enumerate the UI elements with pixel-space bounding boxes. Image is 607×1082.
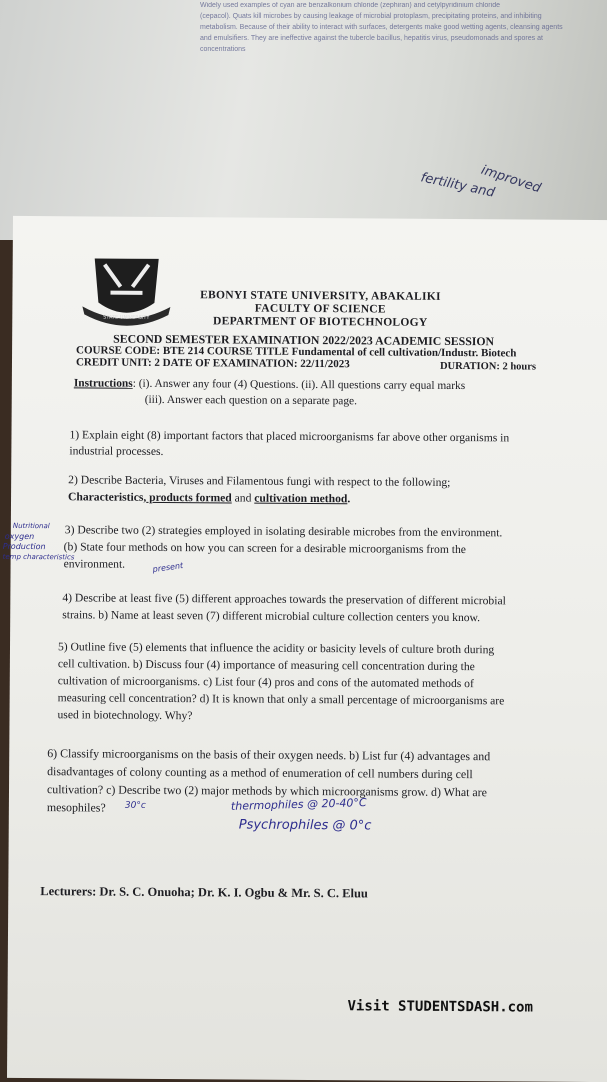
crest-motto: STATE UNIVERSITY — [103, 314, 150, 321]
instructions-line-1 — [74, 376, 465, 393]
background-line: concentrations — [200, 46, 246, 53]
question-5-line-2: cell cultivation. b) Discuss four (4) importance of measuring cell concentration during the — [57, 657, 475, 674]
question-5-line-3: cultivation of microorganisms. c) List four (4) pros and cons of the automated methods of — [57, 674, 474, 691]
q2-and: and — [231, 491, 255, 505]
question-4-line-2: strains. b) Name at least seven (7) different microbial culture collection centers you know. — [62, 608, 481, 625]
mesophile-temp-note: 30°c — [124, 800, 146, 811]
question-5-line-4: measuring cell concentration? d) It is known that only a small percentage of microorganisms are — [57, 691, 505, 708]
question-3-line-3: environment. — [63, 557, 126, 571]
psychrophiles-note: Psychrophiles @ 0°c — [238, 817, 372, 834]
q2-products: products formed — [146, 490, 232, 505]
question-6-line-3: cultivation? c) Describe two (2) major methods by which microorganisms grow. d) What are — [46, 782, 488, 800]
question-5-line-5: used in biotechnology. Why? — [57, 708, 193, 723]
watermark-text: Visit STUDENTSDASH.com — [347, 998, 533, 1016]
background-line: and emulsifiers. They are ineffective against the tubercle bacillus, hepatitis virus, pseudomonads and spores at — [200, 35, 543, 42]
question-2-line-1: 2) Describe Bacteria, Viruses and Filamentous fungi with respect to the following; — [68, 473, 451, 489]
thermophiles-note: thermophiles @ 20-40°C — [230, 796, 367, 813]
instructions-label: Instructions — [73, 377, 133, 390]
background-line: metabolism. Because of their ability to interact with surfaces, detergents make good wetting agents, cleansing agents — [200, 24, 563, 31]
question-1-line-1: 1) Explain eight (8) important factors that placed microorganisms far above other organisms in — [69, 428, 510, 445]
margin-note-3: Production — [2, 541, 46, 552]
university-crest-icon — [80, 256, 173, 329]
question-4-line-1: 4) Describe at least five (5) different approaches towards the preservation of different microbial — [62, 591, 506, 608]
margin-note-4: temp characteristics — [2, 552, 75, 562]
margin-note-2: oxygen — [4, 531, 35, 542]
question-3-line-1: 3) Describe two (2) strategies employed in isolating desirable microbes from the environment. — [64, 523, 503, 540]
background-printed-text — [200, 0, 607, 80]
credit-date-line: CREDIT UNIT: 2 DATE OF EXAMINATION: 22/11/2023 — [75, 356, 350, 371]
question-5-line-1: 5) Outline five (5) elements that influence the acidity or basicity levels of culture broth during — [57, 640, 495, 657]
question-6-line-1: 6) Classify microorganisms on the basis of their oxygen needs. b) List fur (4) advantages and — [47, 746, 491, 764]
instructions-text-1: : (i). Answer any four (4) Questions. (ii). All questions carry equal marks — [132, 377, 466, 393]
university-name: EBONYI STATE UNIVERSITY, ABAKALIKI — [200, 289, 441, 303]
q2-cultivation: cultivation method — [254, 491, 348, 506]
question-6-line-2: disadvantages of colony counting as a method of enumeration of cell numbers during cell — [47, 764, 473, 782]
duration: DURATION: 2 hours — [439, 360, 537, 373]
q2-characteristics: Characteristics — [68, 490, 144, 504]
lecturers: Lecturers: Dr. S. C. Onuoha; Dr. K. I. Ogbu & Mr. S. C. Eluu — [40, 884, 368, 901]
department-name: DEPARTMENT OF BIOTECHNOLOGY — [212, 315, 428, 329]
handwriting-mid: fertility and — [419, 170, 496, 201]
exam-paper — [2, 216, 607, 1082]
session-title: SECOND SEMESTER EXAMINATION 2022/2023 ACADEMIC SESSION — [113, 331, 495, 349]
question-3-line-2: (b) State four methods on how you can screen for a desirable microorganisms from the — [63, 540, 466, 557]
question-1-line-2: industrial processes. — [69, 444, 164, 458]
question-6-line-4: mesophiles? — [46, 800, 106, 815]
course-code-line: COURSE CODE: BTE 214 COURSE TITLE Fundamental of cell cultivation/Industr. Biotech — [76, 344, 517, 360]
background-line: Widely used examples of cyan are benzalkonium chloride (zephiran) and cetylpyridinium chloride — [200, 2, 500, 9]
instructions-line-2: (iii). Answer each question on a separate page. — [144, 393, 358, 408]
handwriting-top: improved — [479, 162, 543, 197]
background-line: (cepacol). Quats kill microbes by causing leakage of microbial protoplasm, precipitating proteins, and inhibiting — [200, 13, 542, 20]
present-note: present — [152, 561, 184, 574]
question-2-line-2: Characteristics, products formed and cultivation method. — [68, 490, 351, 506]
margin-note-1: Nutritional — [12, 521, 50, 531]
background-sheet — [0, 0, 607, 240]
faculty-name: FACULTY OF SCIENCE — [254, 302, 386, 316]
